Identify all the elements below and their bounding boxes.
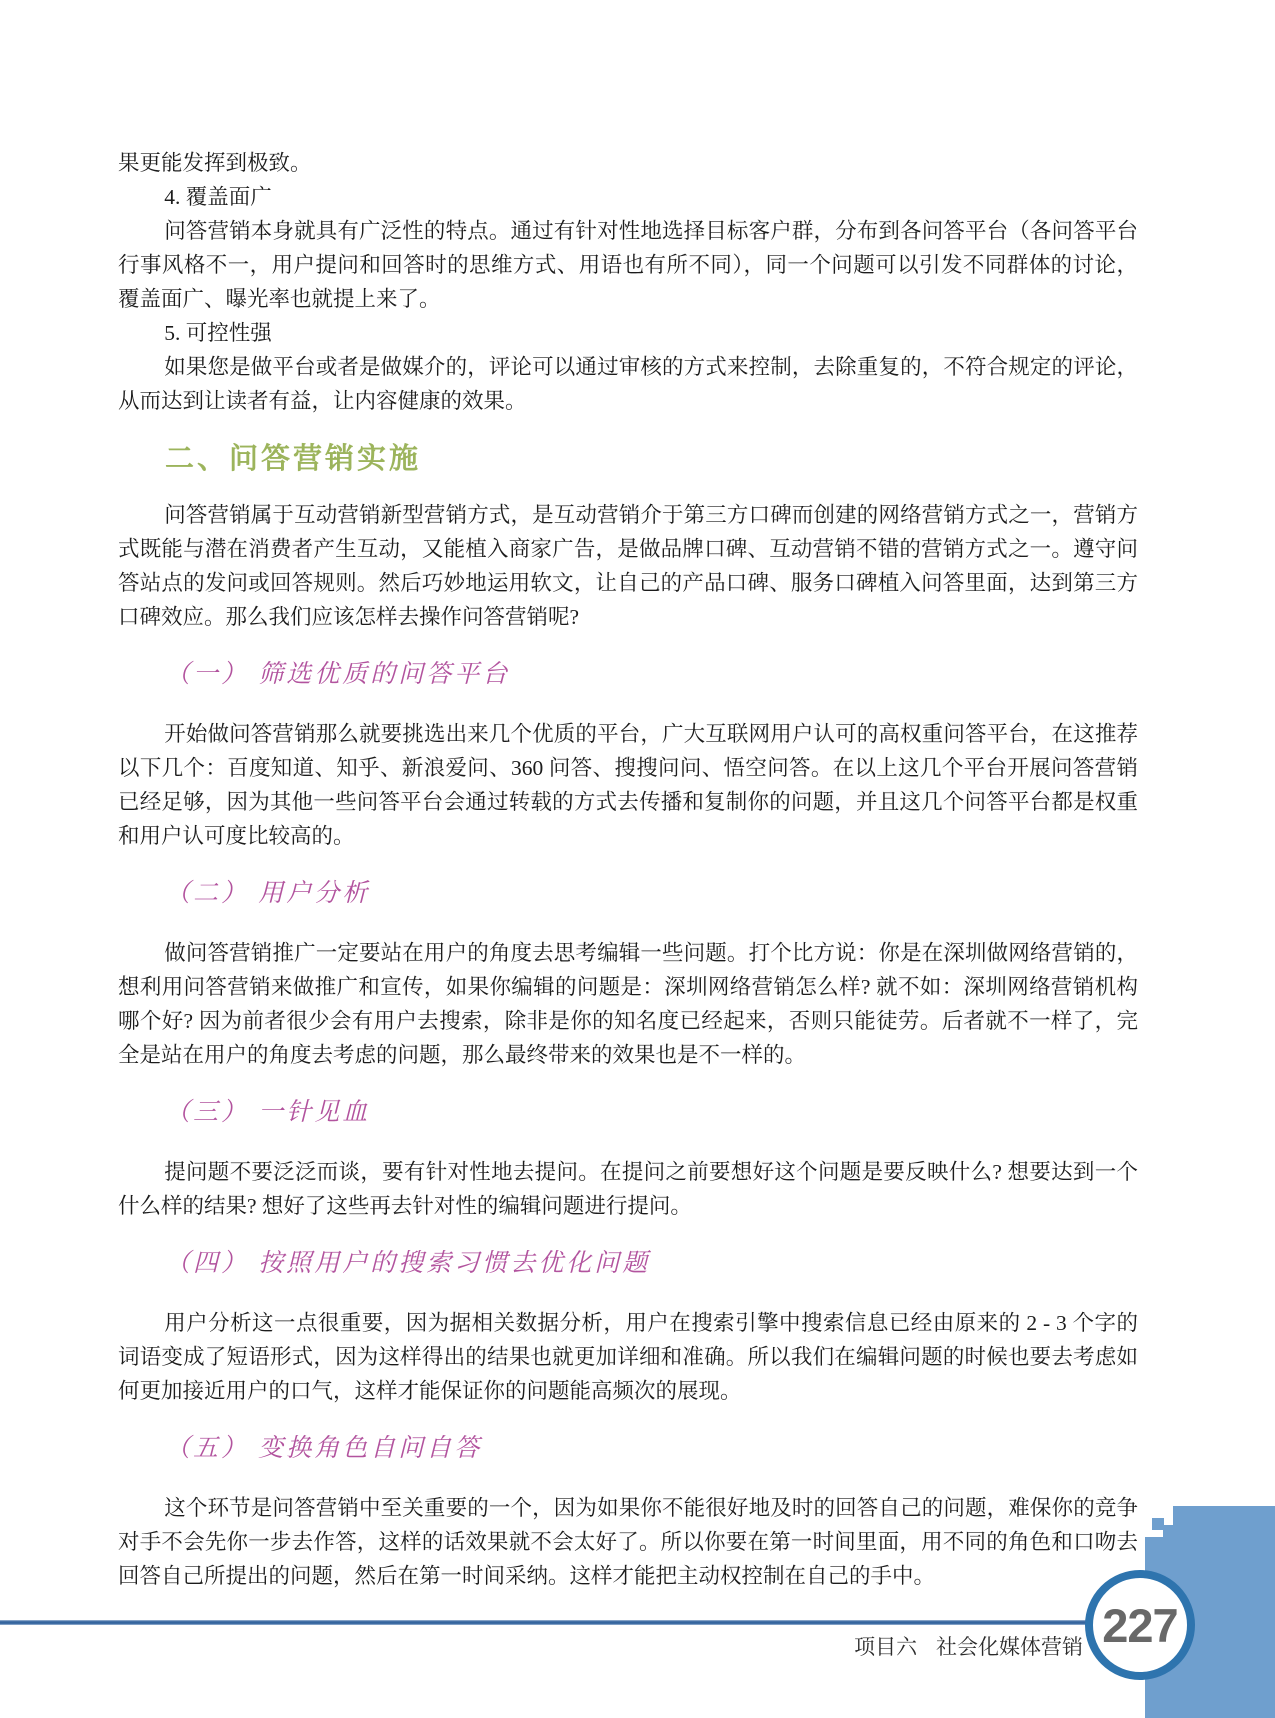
feature-5-paragraph: 如果您是做平台或者是做媒介的，评论可以通过审核的方式来控制，去除重复的，不符合规定的评论，从而达到让读者有益，让内容健康的效果。 xyxy=(118,355,1138,413)
footer-chapter-label: 项目六 xyxy=(854,1636,918,1659)
feature-4-paragraph: 问答营销本身就具有广泛性的特点。通过有针对性地选择目标客户群，分布到各问答平台（各问答平台行事风格不一，用户提问和回答时的思维方式、用语也有所不同），同一个问题可以引发不同群体的讨论，覆盖面广、曝光率也就提上来了。 xyxy=(118,219,1138,311)
subsection-5-paragraph: 这个环节是问答营销中至关重要的一个，因为如果你不能很好地及时的回答自己的问题，难保你的竞争对手不会先你一步去作答，这样的话效果就不会太好了。所以你要在第一时间里面，用不同的角色和口吻去回答自己所提出的问题，然后在第一时间采纳。这样才能把主动权控制在自己的手中。 xyxy=(118,1496,1138,1588)
corner-block-small-square xyxy=(1152,1518,1164,1530)
page-number-badge xyxy=(1085,1570,1195,1680)
subsection-5-heading: （五） 变换角色自问自答 xyxy=(165,1435,483,1462)
subsection-3-paragraph: 提问题不要泛泛而谈，要有针对性地去提问。在提问之前要想好这个问题是要反映什么? 想要达到一个什么样的结果? 想好了这些再去针对性的编辑问题进行提问。 xyxy=(118,1160,1138,1218)
feature-4-heading: 4. 覆盖面广 xyxy=(164,185,272,209)
subsection-4-heading: （四） 按照用户的搜索习惯去优化问题 xyxy=(165,1250,651,1277)
subsection-1-paragraph: 开始做问答营销那么就要挑选出来几个优质的平台，广大互联网用户认可的高权重问答平台，在这推荐以下几个：百度知道、知乎、新浪爱问、360 问答、搜搜问问、悟空问答。在以上这几个平台开展问答营销已经足够，因为其他一些问答平台会通过转载的方式去传播和复制你的问题，并且这几个问答平台都是权重和用户认可度比较高的。 xyxy=(118,722,1138,848)
subsection-1-heading: （一） 筛选优质的问答平台 xyxy=(165,661,511,688)
paragraph-continuation: 果更能发挥到极致。 xyxy=(118,151,312,175)
feature-5-heading: 5. 可控性强 xyxy=(164,321,272,345)
footer-section-label: 社会化媒体营销 xyxy=(936,1636,1083,1659)
subsection-4-paragraph: 用户分析这一点很重要，因为据相关数据分析，用户在搜索引擎中搜索信息已经由原来的 2 - 3 个字的词语变成了短语形式，因为这样得出的结果也就更加详细和准确。所以我们在编辑问题的时候也要去考虑如何更加接近用户的口气，这样才能保证你的问题能高频次的展现。 xyxy=(118,1311,1138,1403)
subsection-2-paragraph: 做问答营销推广一定要站在用户的角度去思考编辑一些问题。打个比方说：你是在深圳做网络营销的，想利用问答营销来做推广和宣传，如果你编辑的问题是：深圳网络营销怎么样? 就不如：深圳网络营销机构哪个好? 因为前者很少会有用户去搜索，除非是你的知名度已经起来，否则只能徒劳。后者就不一样了，完全是站在用户的角度去考虑的问题，那么最终带来的效果也是不一样的。 xyxy=(118,941,1138,1067)
page-number: 227 xyxy=(1102,1598,1178,1652)
subsection-3-heading: （三） 一针见血 xyxy=(165,1099,371,1126)
subsection-2-heading: （二） 用户分析 xyxy=(165,880,371,907)
section-2-intro-paragraph: 问答营销属于互动营销新型营销方式，是互动营销介于第三方口碑而创建的网络营销方式之一，营销方式既能与潜在消费者产生互动，又能植入商家广告，是做品牌口碑、互动营销不错的营销方式之一。遵守问答站点的发问或回答规则。然后巧妙地运用软文，让自己的产品口碑、服务口碑植入问答里面，达到第三方口碑效应。那么我们应该怎样去操作问答营销呢? xyxy=(118,503,1138,629)
section-2-heading: 二、问答营销实施 xyxy=(165,443,422,475)
